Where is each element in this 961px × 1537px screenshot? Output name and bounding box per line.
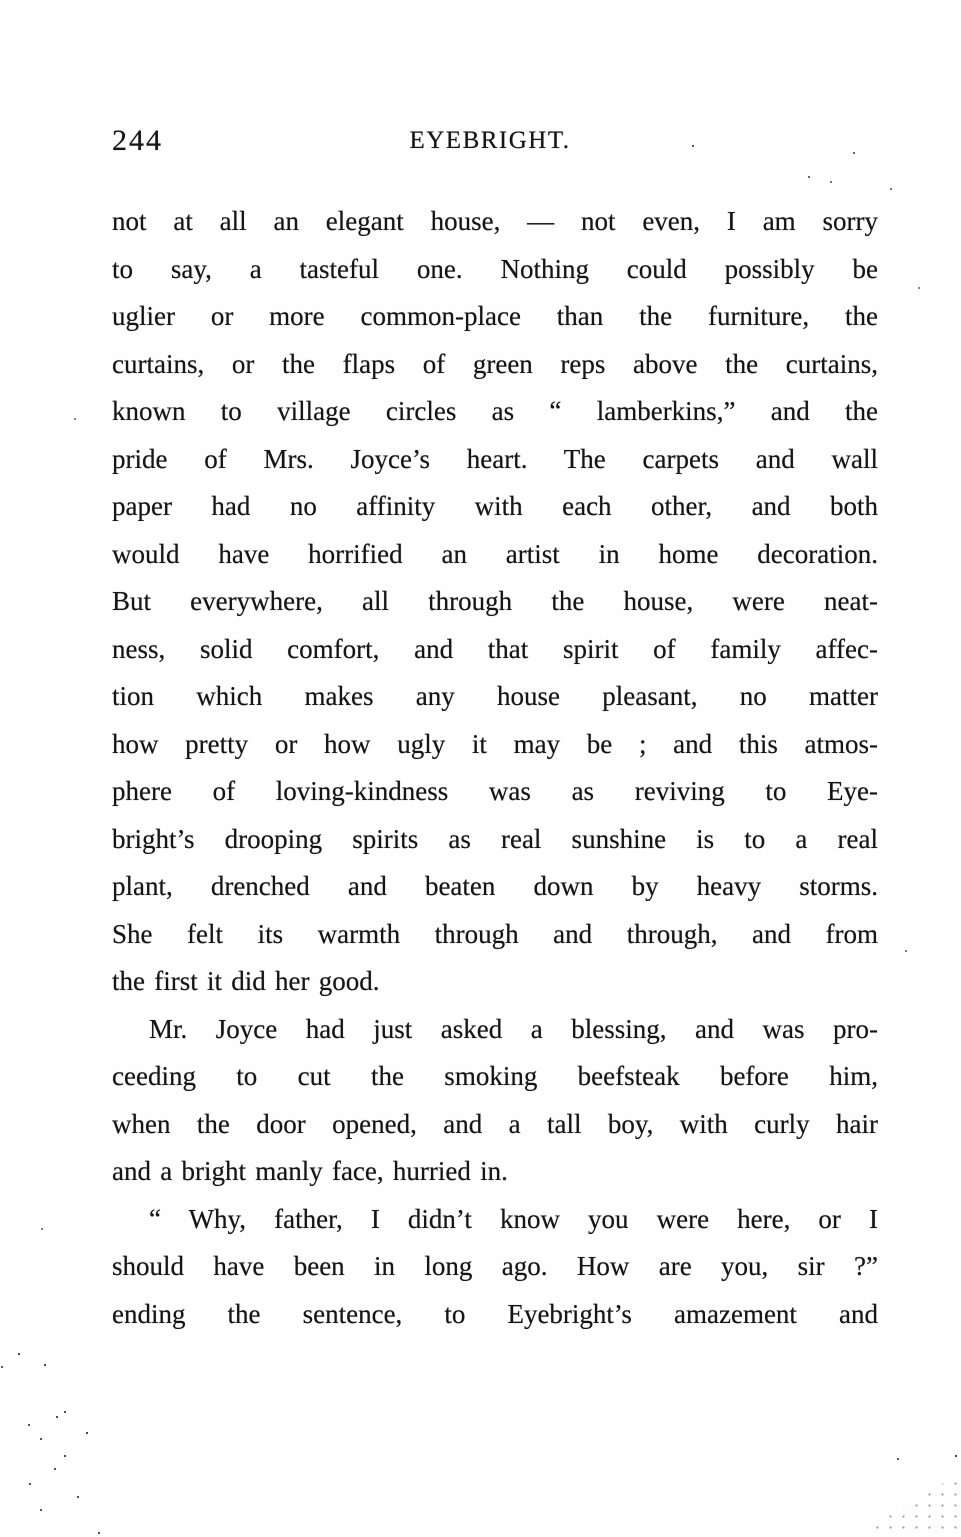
- text-line: paper had no affinity with each other, and both: [112, 491, 878, 521]
- text-line: the first it did her good.: [112, 966, 380, 996]
- running-title: EYEBRIGHT.: [409, 127, 571, 154]
- text-line: plant, drenched and beaten down by heavy storms.: [112, 871, 878, 901]
- page-number: 244: [112, 124, 163, 157]
- text-line: “ Why, father, I didn’t know you were here, or I: [149, 1203, 878, 1234]
- text-line: But everywhere, all through the house, were neat-: [112, 586, 878, 616]
- text-line: tion which makes any house pleasant, no matter: [112, 681, 878, 711]
- text-line: should have been in long ago. How are you, sir ?”: [112, 1251, 878, 1281]
- text-line: curtains, or the flaps of green reps above the curtains,: [112, 348, 878, 379]
- text-line: and a bright manly face, hurried in.: [112, 1156, 508, 1186]
- text-line: to say, a tasteful one. Nothing could possibly be: [112, 253, 878, 284]
- scan-corner-noise: [841, 1473, 961, 1537]
- text-line: not at all an elegant house, — not even, I am sorry: [112, 206, 878, 236]
- text-line: uglier or more common-place than the furniture, the: [112, 301, 878, 331]
- text-line: She felt its warmth through and through, and from: [112, 918, 878, 949]
- text-line: Mr. Joyce had just asked a blessing, and was pro-: [149, 1013, 878, 1044]
- text-line: bright’s drooping spirits as real sunshine is to a real: [112, 823, 878, 854]
- text-line: known to village circles as “ lamberkins,” and the: [112, 396, 878, 426]
- scan-speckle-noise: [0, 0, 2, 2]
- text-line: would have horrified an artist in home decoration.: [112, 538, 878, 569]
- text-line: how pretty or how ugly it may be ; and this atmos-: [112, 728, 878, 759]
- body-text: [112, 198, 878, 1338]
- text-line: ceeding to cut the smoking beefsteak before him,: [112, 1061, 878, 1091]
- page-header: [112, 124, 878, 164]
- text-line: phere of loving-kindness was as reviving to Eye-: [112, 776, 878, 806]
- text-line: ness, solid comfort, and that spirit of family affec-: [112, 633, 878, 664]
- text-line: when the door opened, and a tall boy, with curly hair: [112, 1108, 878, 1139]
- text-line: ending the sentence, to Eyebright’s amazement and: [112, 1298, 878, 1329]
- text-line: pride of Mrs. Joyce’s heart. The carpets and wall: [112, 443, 878, 474]
